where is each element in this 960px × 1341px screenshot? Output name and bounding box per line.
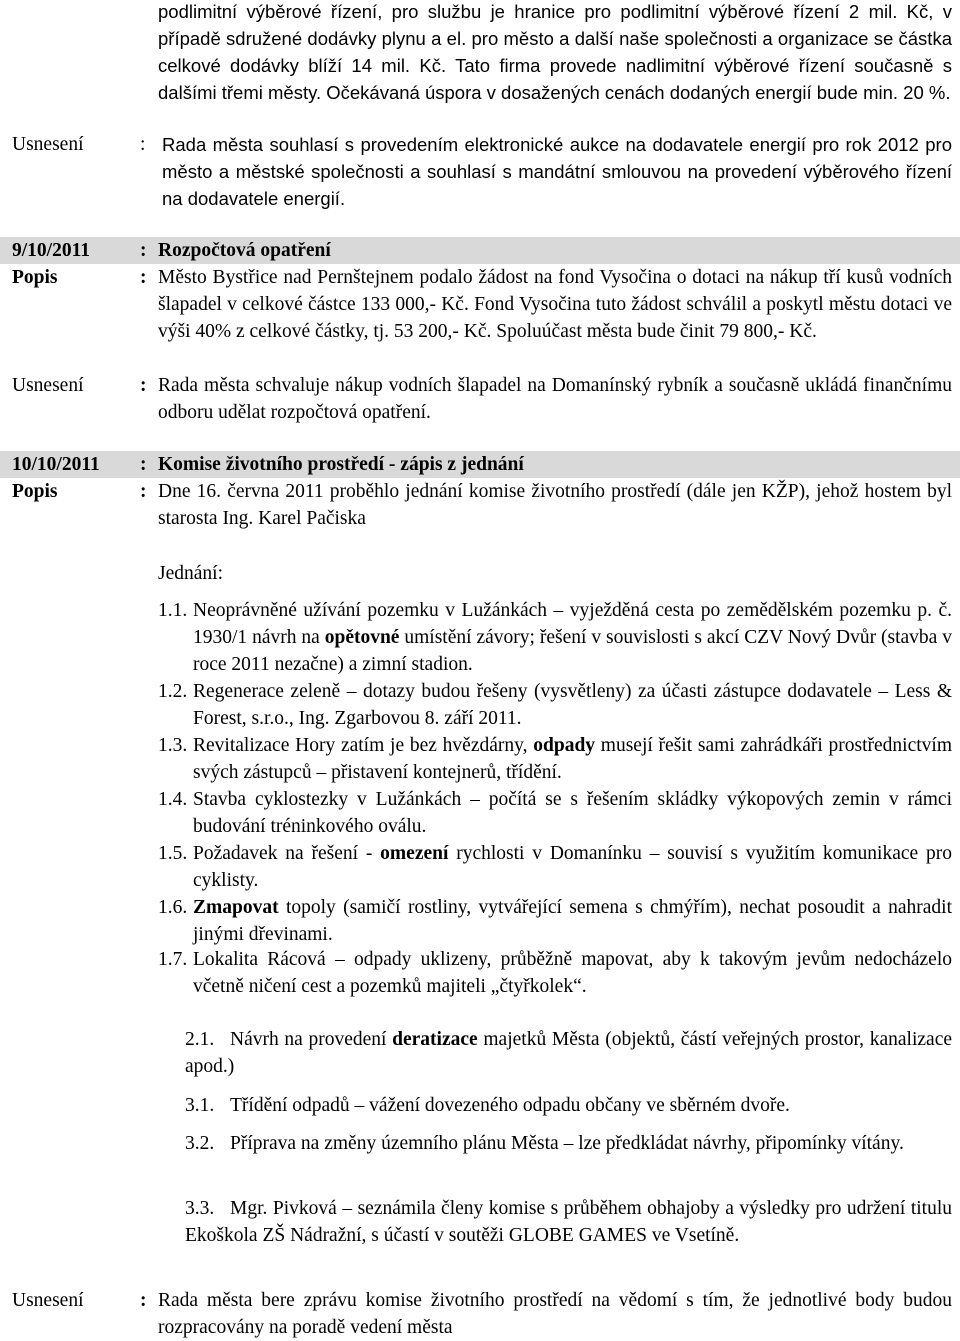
- list-item-text: Revitalizace Hory zatím je bez hvězdárny, odpady musejí řešit sami zahrádkáři prostřednictvím svých zástupců – přistavení kontejnerů, třídění.: [193, 735, 952, 783]
- usneseni-1-label: Usnesení: [12, 134, 84, 155]
- list-item-number: 2.1.: [185, 1029, 215, 1050]
- list-item-number: 1.6.: [158, 897, 188, 918]
- item-10-popis-colon: :: [140, 481, 147, 502]
- item-9-title: Rozpočtová opatření: [158, 240, 331, 261]
- item-10-title: Komise životního prostředí - zápis z jednání: [158, 454, 524, 475]
- list-item-number: 3.2.: [185, 1133, 215, 1154]
- item-10-usneseni-label: Usnesení: [12, 1290, 84, 1311]
- list-item-number: 1.1.: [158, 600, 188, 621]
- list-item-text: Třídění odpadů – vážení dovezeného odpadu občany ve sběrném dvoře.: [230, 1095, 790, 1116]
- list-item-text: Požadavek na řešení - omezení rychlosti v Domanínku – souvisí s využitím komunikace pro cyklisty.: [193, 843, 952, 891]
- list-item-number: 3.1.: [185, 1095, 215, 1116]
- list-item-text: Zmapovat topoly (samičí rostliny, vytvářející semena s chmýřím), nechat posoudit a nahradit jinými dřevinami.: [193, 897, 952, 945]
- item-9-popis-colon: :: [140, 267, 147, 288]
- item-10-colon: :: [140, 454, 147, 475]
- item-10-usneseni-colon: :: [140, 1290, 147, 1311]
- list-item-text: Příprava na změny územního plánu Města – lze předkládat návrhy, připomínky vítány.: [230, 1133, 904, 1154]
- list-item-text: Mgr. Pivková – seznámila členy komise s průběhem obhajoby a výsledky pro udržení titulu Ekoškola ZŠ Nádražní, s účastí v soutěži GLOBE GAMES ve Vsetíně.: [185, 1198, 952, 1246]
- list-item-number: 1.5.: [158, 843, 188, 864]
- item-9-usneseni-text: Rada města schvaluje nákup vodních šlapadel na Domanínský rybník a současně ukládá finančnímu odboru udělat rozpočtová opatření.: [158, 375, 952, 423]
- item-9-usneseni-label: Usnesení: [12, 375, 84, 396]
- list-item-text: Neoprávněné užívání pozemku v Lužánkách – vyježděná cesta po zemědělském pozemku p. č. 1930/1 návrh na opětovné umístění závory; řešení v souvislosti s akcí CZV Nový Dvůr (stavba v roce 2011 nezačne) a zimní stadion.: [193, 600, 952, 675]
- list-item-number: 1.4.: [158, 789, 188, 810]
- list-item-number: 1.2.: [158, 681, 188, 702]
- list-item-text: Návrh na provedení deratizace majetků Města (objektů, částí veřejných prostor, kanalizace apod.): [185, 1029, 953, 1077]
- item-9-number: 9/10/2011: [12, 240, 91, 261]
- item-10-number: 10/10/2011: [12, 454, 100, 475]
- item-10-popis-text: Dne 16. června 2011 proběhlo jednání komise životního prostředí (dále jen KŽP), jehož hostem byl starosta Ing. Karel Pačiska: [158, 481, 952, 529]
- list-item-text: Regenerace zeleně – dotazy budou řešeny (vysvětleny) za účasti zástupce dodavatele – Less & Forest, s.r.o., Ing. Zgarbovou 8. září 2011.: [193, 681, 952, 729]
- item-9-usneseni-colon: :: [140, 375, 147, 396]
- item-9-colon: :: [140, 240, 147, 261]
- item-10-heading: [0, 451, 960, 478]
- jednani-label: Jednání:: [158, 563, 223, 584]
- item-9-popis-label: Popis: [12, 267, 58, 288]
- list-item-number: 3.3.: [185, 1198, 215, 1219]
- intro-text-1: podlimitní výběrové řízení, pro službu je hranice pro podlimitní výběrové řízení 2 mil. Kč, v případě sdružené dodávky plynu a el. pro město a další naše společnosti a organizace se částka celkové dodávky blíží 14 mil. Kč.: [158, 1, 952, 76]
- usneseni-1-text: Rada města souhlasí s provedením elektronické aukce na dodavatele energií pro rok 2012 pro město a městské společnosti a souhlasí s mandátní smlouvou na provedení výběrového řízení na dodavatele energií.: [162, 134, 952, 209]
- intro-text-2: Tato firma provede nadlimitní výběrové řízení současně s dalšími třemi městy. Očekávaná úspora v dosažených cenách dodaných energií bude min. 20 %.: [158, 55, 953, 103]
- item-9-heading: [0, 237, 960, 264]
- item-10-popis-label: Popis: [12, 481, 58, 502]
- list-item-text: Lokalita Rácová – odpady uklizeny, průběžně mapovat, aby k takovým jevům nedocházelo včetně ničení cest a pozemků majiteli „čtyřkolek“.: [193, 949, 952, 997]
- list-item-number: 1.3.: [158, 735, 188, 756]
- list-item-text: Stavba cyklostezky v Lužánkách – počítá se s řešením skládky výkopových zemin v rámci budování tréninkového oválu.: [193, 789, 952, 837]
- item-10-usneseni-text: Rada města bere zprávu komise životního prostředí na vědomí s tím, že jednotlivé body budou rozpracovány na poradě vedení města: [158, 1290, 952, 1338]
- usneseni-1-colon: :: [140, 134, 146, 155]
- item-9-popis-text: Město Bystřice nad Pernštejnem podalo žádost na fond Vysočina o dotaci na nákup tří kusů vodních šlapadel v celkové částce 133 000,- Kč. Fond Vysočina tuto žádost schválil a poskytl městu dotaci ve výši 40% z celkové částky, tj. 53 200,- Kč. Spoluúčast města bude činit 79 800,- Kč.: [158, 267, 952, 342]
- list-item-number: 1.7.: [158, 949, 188, 970]
